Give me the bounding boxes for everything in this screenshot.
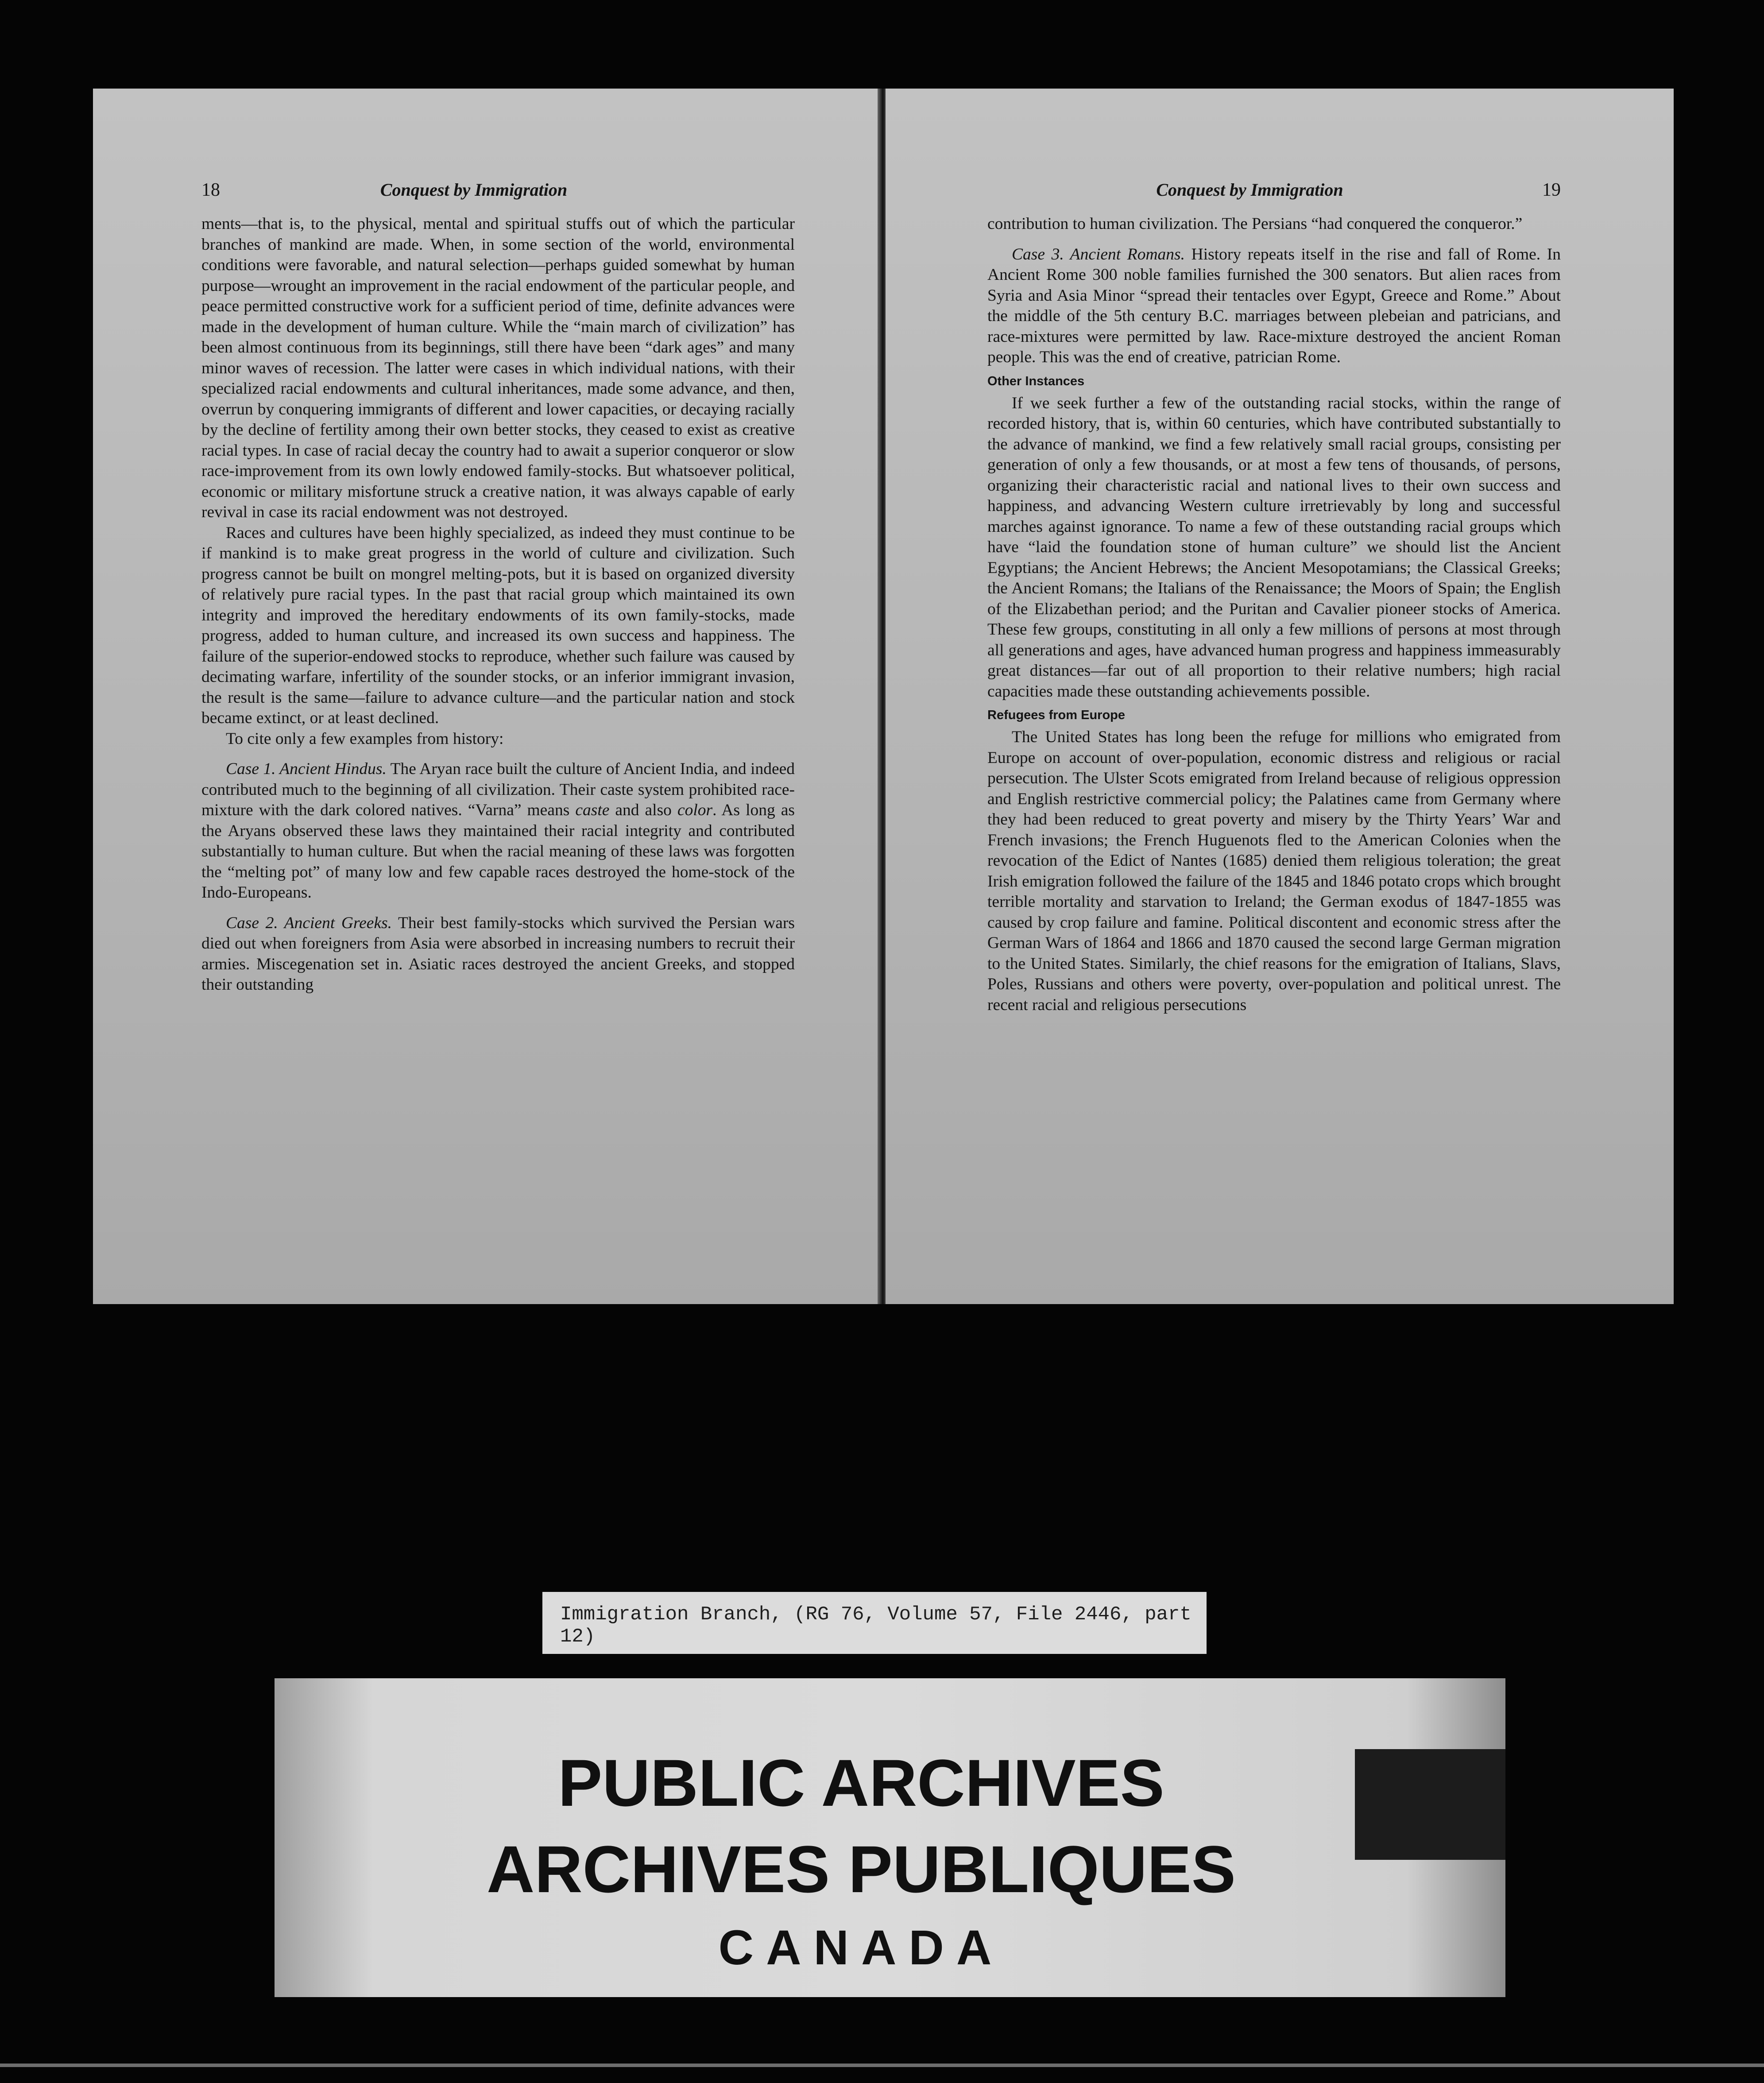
paragraph: Races and cultures have been highly specialized, as indeed they must continue to be if mankind is to make great progress in the world of culture and civilization. Such progress cannot be built on mongrel melting-pots, but it is based on organized diversity of relatively pure racial types. In the past that racial group which maintained its own integrity and improved the hereditary endowments of its own family-stocks, made progress, added to human culture, and increased its own success and happiness. The failure of the superior-endowed stocks to reproduce, whether such failure was caused by decimating warfare, infertility of the sounder stocks, or an inferior immigrant invasion, the result is the same—failure to advance culture—and the particular nation and stock became extinct, or at least declined. — [201, 523, 795, 727]
stamp-line-english: PUBLIC ARCHIVES — [558, 1746, 1164, 1820]
paragraph: contribution to human civilization. The Persians “had conquered the conqueror.” — [987, 215, 1523, 233]
case-heading: Case 1. Ancient Hindus. — [226, 760, 387, 778]
left-running-head — [201, 179, 795, 206]
case-text: Their best family-stocks which survived the Persian wars died out when foreigners from Asia were absorbed in increasing numbers to recruit their armies. Miscegenation set in. Asiatic races destroyed the ancient Greeks, and stopped their outstanding — [201, 914, 795, 994]
running-title: Conquest by Immigration — [1156, 180, 1343, 200]
page-number: 18 — [201, 180, 220, 200]
case-text: and also — [609, 801, 677, 819]
paragraph: The United States has long been the refuge for millions who emigrated from Europe on account of over-population, economic distress and religious or racial persecution. The Ulster Scots emigrated from Ireland because of religious oppression and English restrictive commercial policy; the Palatines came from Germany where they had been reduced to great poverty and misery by the Thirty Years’ War and French invasions; the French Huguenots fled to the American Colonies when the revocation of the Edict of Nantes (1685) denied them religious toleration; the great Irish emigration followed the failure of the 1845 and 1846 potato crops which brought terrible mortality and starvation to Ireland; the German exodus of 1847-1855 was caused by crop failure and famine. Political discontent and economic stress after the German Wars of 1864 and 1866 and 1870 caused the second large German migration to the United States. Similarly, the chief reasons for the emigration of Italians, Slavs, Poles, Russians and others were poverty, over-population and political unrest. The recent racial and religious persecutions — [987, 728, 1561, 1014]
right-page — [886, 89, 1674, 1304]
case-paragraph — [201, 759, 795, 903]
book-spread — [93, 89, 1674, 1304]
case-heading: Case 3. Ancient Romans. — [1012, 245, 1185, 263]
stamp-line-french: ARCHIVES PUBLIQUES — [487, 1832, 1236, 1906]
case-heading: Case 2. Ancient Greeks. — [226, 914, 392, 932]
paragraph: ments—that is, to the physical, mental and spiritual stuffs out of which the particular branches of mankind are made. When, in some section of the world, environmental conditions were favorable, and natural selection—perhaps guided somewhat by human purpose—wrought an improvement in the racial endowment of the particular people, and peace permitted constructive work for a sufficient period of time, definite advances were made in the development of human culture. While the “main march of civilization” has been almost continuous from its beginnings, still there have been “dark ages” and many minor waves of recession. The latter were cases in which individual nations, with their specialized racial endowments and cultural inheritances, made some advance, and then, overrun by conquering immigrants of different and lower capacities, or decaying racially by the decline of fertility among their own better stocks, they ceased to exist as creative racial types. In case of racial decay the country had to await a superior conqueror or slow race-improvement from its own lowly endowed family-stocks. But whatsoever political, economic or military misfortune struck a creative nation, it was always capable of early revival in case its racial endowment was not destroyed. — [201, 215, 795, 521]
page-number: 19 — [1542, 180, 1561, 200]
running-title: Conquest by Immigration — [380, 180, 568, 200]
case-text: . As long as the Aryans observed these laws they maintained their racial integrity and contributed substantially to human culture. But when the racial meaning of these laws was forgotten the “melting pot” of many low and few capable races destroyed the home-stock of the Indo-Europeans. — [201, 801, 795, 902]
left-page — [93, 89, 881, 1304]
stamp-line-country: CANADA — [718, 1920, 1004, 1975]
case-paragraph — [201, 913, 795, 995]
archives-stamp — [275, 1678, 1505, 1997]
section-heading: Refugees from Europe — [987, 708, 1125, 722]
paragraph: To cite only a few examples from history: — [226, 729, 504, 748]
case-emphasis: caste — [575, 801, 610, 819]
case-emphasis: color — [677, 801, 713, 819]
case-text: History repeats itself in the rise and fall of Rome. In Ancient Rome 300 noble families furnished the 300 senators. But alien races from Syria and Asia Minor “spread their tentacles over Egypt, Greece and Rome.” About the middle of the 5th century B.C. marriages between plebeian and patricians, and race-mixtures were permitted by law. Race-mixture destroyed the ancient Roman people. This was the end of creative, patrician Rome. — [987, 245, 1561, 366]
case-paragraph — [987, 244, 1561, 368]
file-reference-label: Immigration Branch, (RG 76, Volume 57, File 2446, part 12) — [542, 1592, 1207, 1654]
case-text: The Aryan race built the culture of Ancient India, and indeed contributed much to the beginning of all civilization. Their caste system prohibited race-mixture with the dark colored natives. “Varna” means — [201, 760, 795, 819]
section-heading: Other Instances — [987, 374, 1085, 388]
bottom-edge-line — [0, 2064, 1764, 2067]
right-running-head — [987, 179, 1561, 206]
paragraph: If we seek further a few of the outstanding racial stocks, within the range of recorded history, that is, within 60 centuries, which have contributed substantially to the advance of mankind, we find a few relatively small racial groups, consisting per generation of only a few thousands, or at most a few tens of thousands, of persons, organizing their characteristic racial and national lives to their own success and happiness, and advancing Western culture irretrievably by long and successful marches against ignorance. To name a few of these outstanding racial groups which have “laid the foundation stone of human culture” we should list the Ancient Egyptians; the Ancient Hebrews; the Ancient Mesopotamians; the Classical Greeks; the Ancient Romans; the Italians of the Renaissance; the Moors of Spain; the English of the Elizabethan period; and the Puritan and Cavalier pioneer stocks of America. These few groups, constituting in all only a few millions of persons at most through all generations and ages, have advanced human progress and happiness immeasurably great distances—far out of all proportion to their relative numbers; high racial capacities made these outstanding achievements possible. — [987, 394, 1561, 701]
